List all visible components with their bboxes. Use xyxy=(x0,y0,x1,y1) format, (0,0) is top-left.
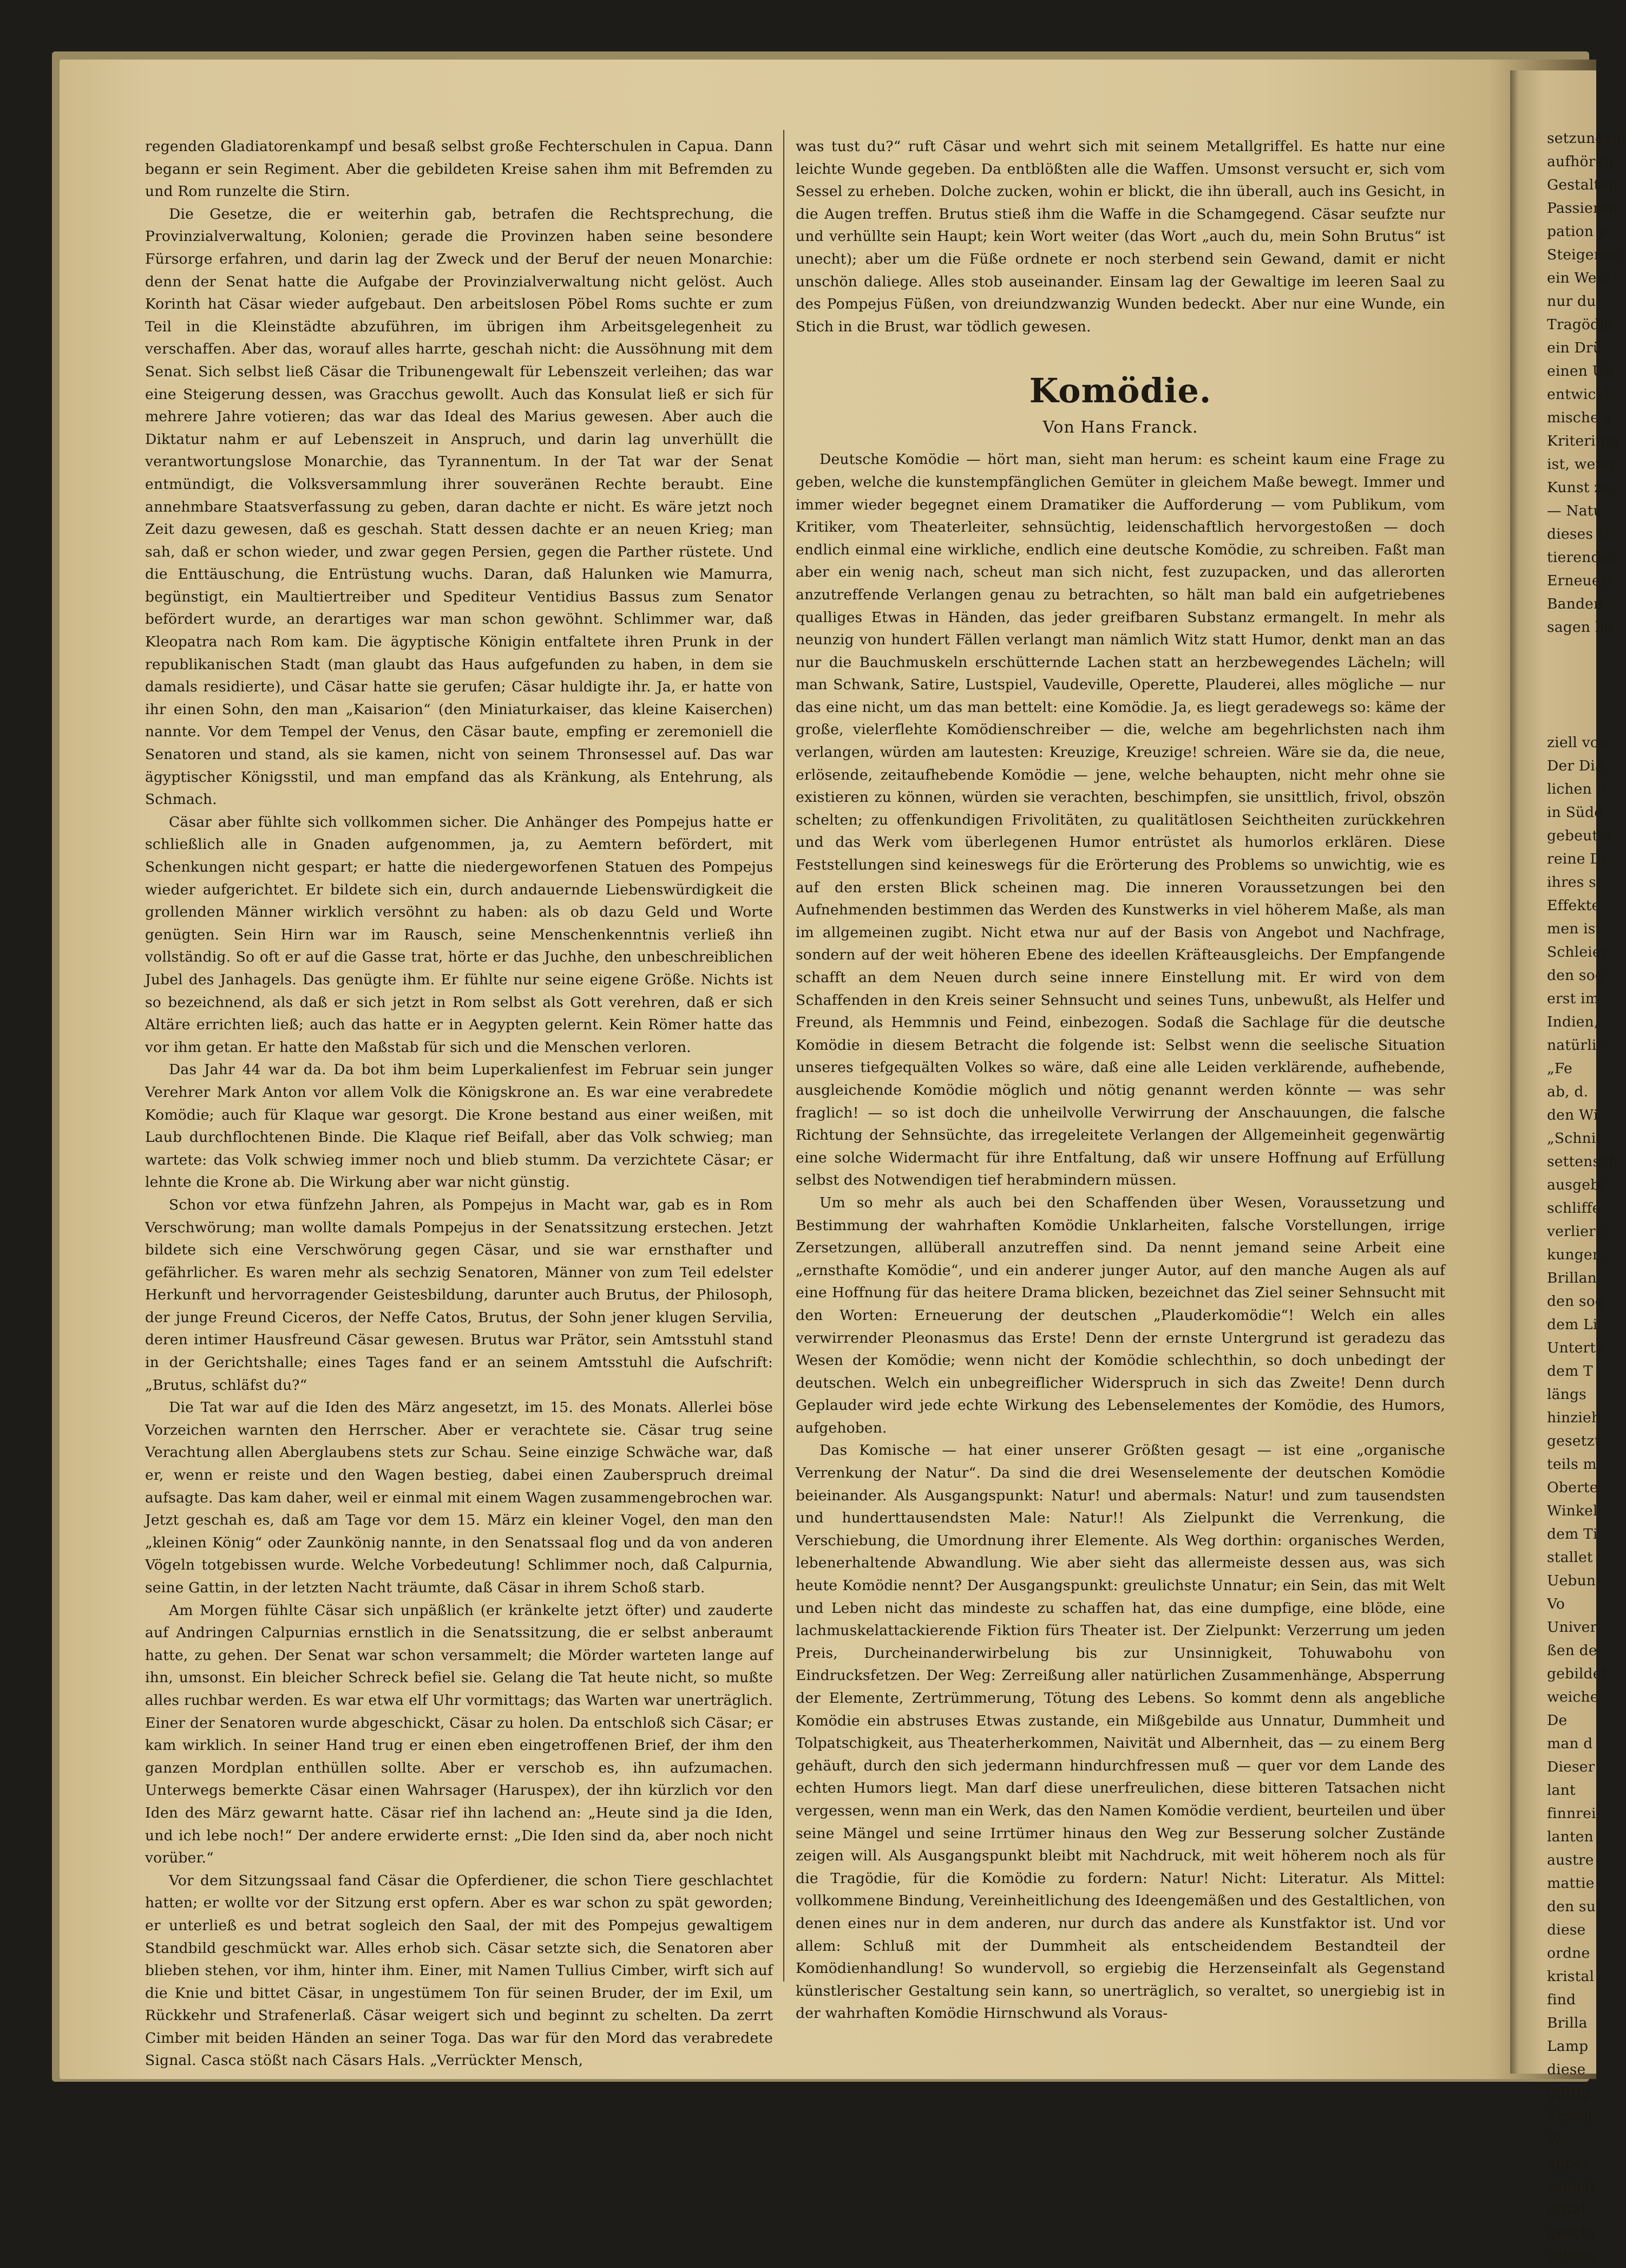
clipped-line: erhal xyxy=(1547,2201,1585,2218)
clipped-line: Vo xyxy=(1547,1596,1565,1612)
clipped-line: hinzieh xyxy=(1547,1409,1601,1426)
clipped-line: den su xyxy=(1547,1898,1596,1915)
clipped-line: dem Ti xyxy=(1547,1526,1598,1542)
column-divider xyxy=(783,130,784,1982)
clipped-line: settensch xyxy=(1547,1153,1618,1170)
clipped-line: entwickl xyxy=(1547,386,1610,403)
clipped-line: tierenden xyxy=(1547,549,1618,566)
clipped-line: Gestalten xyxy=(1547,177,1618,193)
article-paragraph: Cäsar aber fühlte sich vollkommen sicher. Die Anhänger des Pompejus hatte er schließlich alle in Gnaden aufgenommen, ja, zu Aemtern befördert, mit Schenkungen nicht gespart; er hatte die niedergeworfenen Statuen des Pompejus wieder aufgerichtet. Er bildete sich ein, durch andauernde Liebenswürdigkeit die grollenden Männer wirklich versöhnt zu haben: als ob dazu Geld und Worte genügten. Sein Hirn war im Rausch, seine Menschenkenntnis verließ ihn vollständig. So oft er auf die Gasse trat, hörte er das Juchhe, den unbeschreiblichen Jubel des Janhagels. Das genügte ihm. Er fühlte nur seine eigene Größe. Nichts ist so bezeichnend, als daß er sich jetzt in Rom selbst als Gott verehren, daß er sich Altäre errichten ließ; auch das hatte er in Aegypten gelernt. Kein Römer hatte das vor ihm getan. Er hatte den Maßstab für sich und die Menschen verloren. xyxy=(145,813,773,1056)
clipped-line: reine Di xyxy=(1547,851,1607,867)
clipped-line: natürlic xyxy=(1547,1037,1605,1054)
article-byline: Von Hans Franck. xyxy=(1043,418,1198,437)
article-paragraph: Deutsche Komödie — hört man, sieht man herum: es scheint kaum eine Frage zu geben, welche die kunstempfänglichen Gemüter in gleichem Maße bewegt. Immer und immer wieder begegnet einem Dramatiker die Aufforderung — vom Publikum, vom Kritiker, vom Theaterleiter, sehnsüchtig, leidenschaftlich hervorgestoßen — doch endlich einmal eine wirkliche, endlich eine deutsche Komödie, zu schreiben. Faßt man aber ein wenig nach, scheut man sich nicht, fest zuzupacken, und das allerorten anzutreffende Verlangen genau zu betrachten, so hält man bald ein aufgetriebenes qualliges Etwas in Händen, das jeder greifbaren Substanz ermangelt. In mehr als neunzig von hundert Fällen verlangt man nämlich Witz statt Humor, denkt man an das nur die Bauchmuskeln erschütternde Lachen statt an herzbewegendes Lächeln; will man Schwank, Satire, Lustspiel, Vaudeville, Operette, Plauderei, alles mögliche — nur das eine nicht, um das man bettelt: eine Komödie. Ja, es liegt geradewegs so: käme der große, vielerflehte Komödienschreiber — die, welche am begehrlichsten nach ihm verlangen, würden am lautesten: Kreuzige, Kreuzige! schreien. Wäre sie da, die neue, erlösende, zeitaufhebende Komödie — jene, welche behaupten, nicht mehr ohne sie existieren zu können, würden sie verachten, beschimpfen, sie unsittlich, frivol, obszön schelten; zu offenkundigen Frivolitäten, zu qualitätlosen Seichtheiten zurückkehren und das Werk vom überlegenen Humor entrüstet als humorlos erklären. Diese Feststellungen sind keineswegs für die Erörterung des Problems so unwichtig, wie es auf den ersten Blick scheinen mag. Die inneren Voraussetzungen bei den Aufnehmenden bestimmen das Werden des Kunstwerks in viel höherem Maße, als man im allgemeinen zugibt. Nicht etwa nur auf der Basis von Angebot und Nachfrage, sondern auf der weit höheren Ebene des ideellen Kräfteausgleichs. Der Empfangende schafft an dem Neuen durch seine innere Einstellung mit. Er wird von dem Schaffenden in den Kreis seiner Sehnsucht und seines Tuns, unbewußt, als Helfer und Freund, als Hemmnis und Feind, einbezogen. Sodaß die Sachlage für die deutsche Komödie in diesem Betracht die folgende ist: Selbst wenn die seelische Situation unseres tiefgequälten Volkes so wäre, daß eine alle Leiden verklärende, aufhebende, ausgleichende Komödie möglich und nötig genannt werden könnte — was sehr fraglich! — so ist doch die unheilvolle Verwirrung der Anschauungen, die falsche Richtung der Sehnsüchte, das irregeleitete Verlangen der Allgemeinheit gegenwärtig eine solche Widermacht für ihre Entfaltung, daß wir unsere Hoffnung auf Erfüllung selbst des Notwendigen tief herabmindern müssen. xyxy=(796,451,1445,1189)
article-headline: Komödie. xyxy=(1029,371,1212,411)
clipped-line: ein Drü xyxy=(1547,339,1603,356)
clipped-line: man d xyxy=(1547,1735,1593,1752)
clipped-line: kungen, xyxy=(1547,1246,1607,1263)
clipped-line: dem Li xyxy=(1547,1316,1598,1333)
clipped-line: — Natu xyxy=(1547,502,1603,519)
clipped-lines-top xyxy=(1547,127,1626,639)
clipped-line: ordne xyxy=(1547,1945,1590,1962)
clipped-line: ausgebi xyxy=(1547,1177,1604,1193)
article-paragraph: Die Tat war auf die Iden des März angesetzt, im 15. des Monats. Allerlei böse Vorzeichen warnten den Herrscher. Aber er verachtete sie. Cäsar trug seine Verachtung allen Aberglaubens stets zur Schau. Seine einzige Schwäche war, daß er, wenn er reiste und den Wagen bestieg, dabei einen Zauberspruch dreimal aufsagte. Das kam daher, weil er einmal mit einem Wagen zusammengebrochen war. Jetzt geschah es, daß am Tage vor dem 15. März ein kleiner Vogel, den man den „kleinen König“ oder Zaunkönig nannte, in den Senatssaal flog und da von anderen Vögeln totgebissen wurde. Welche Vorbedeutung! Schlimmer noch, daß Calpurnia, seine Gattin, in der letzten Nacht träumte, daß Cäsar in ihrem Schoß starb. xyxy=(145,1399,773,1596)
clipped-line: gebeutet xyxy=(1547,827,1612,844)
clipped-line: Dieser xyxy=(1547,1759,1595,1775)
clipped-line: pation v xyxy=(1547,223,1607,240)
clipped-line: den sog xyxy=(1547,1293,1605,1310)
clipped-line: stallet xyxy=(1547,1549,1593,1566)
clipped-line: dem T xyxy=(1547,1363,1593,1380)
article-paragraph: Das Komische — hat einer unserer Größten gesagt — ist eine „organische Verrenkung der Natur“. Da sind die drei Wesenselemente der deutschen Komödie beieinander. Als Ausgangspunkt: Natur! und abermals: Natur! und zum tausendsten und hunderttausendsten Male: Natur!! Als Zielpunkt die Verrenkung, die Verschiebung, die Umordnung ihrer Elemente. Als Weg dorthin: organisches Werden, lebenerhaltende Abwandlung. Wie aber sieht das allermeiste dessen aus, was sich heute Komödie nennt? Der Ausgangspunkt: greulichste Unnatur; ein Sein, das mit Welt und Leben nicht das mindeste zu schaffen hat, das eine dumpfige, eine blöde, eine lachmuskelattackierende Fiktion fürs Theater ist. Der Zielpunkt: Verzerrung um jeden Preis, Durcheinanderwirbelung bis zur Unsinnigkeit, Tohuwabohu von Eindrucksfetzen. Der Weg: Zerreißung aller natürlichen Zusammenhänge, Absperrung der Elemente, Zertrümmerung, Tötung des Lebens. So kommt denn als angebliche Komödie ein abstruses Etwas zustande, ein Mißgebilde aus Unnatur, Dummheit und Tolpatschigkeit, aus Theaterherkommen, Naivität und Albernheit, das — zu einem Berg gehäuft, durch den sich jedermann hindurchfressen muß — quer vor dem Lande des echten Humors liegt. Man darf diese unerfreulichen, diese bitteren Tatsachen nicht vergessen, wenn man ein Werk, das den Namen Komödie verdient, beurteilen und über seine Mängel und seine Irrtümer hinaus den Weg zur Besserung solcher Zustände zeigen will. Als Ausgangspunkt bleibt mit Nachdruck, mit weit höherem noch als für die Tragödie, für die Komödie zu fordern: Natur! Nicht: Literatur. Als Mittel: vollkommene Bindung, Vereinheitlichung des Ideengemäßen und des Gestaltlichen, von denen eines nur in dem anderen, nur durch das andere als Kunstfaktor ist. Und vor allem: Schluß mit der Dummheit als entscheidendem Bestandteil der Komödienhandlung! So wundervoll, so ergiebig die Herzenseinfalt als Gegenstand künstlerischer Gestaltung sein kann, so unerträglich, so veraltet, so unergiebig ist in der wahrhaften Komödie Hirnschwund als Voraus- xyxy=(796,1442,1445,2022)
clipped-line: ab, d. xyxy=(1547,1083,1589,1100)
clipped-line: erst im xyxy=(1547,990,1599,1007)
left-article-column xyxy=(145,135,773,2072)
middle-article-column xyxy=(796,135,1445,2025)
clipped-line: geschi xyxy=(1547,2224,1595,2241)
clipped-line: den sog xyxy=(1547,967,1605,984)
clipped-line: schliffe xyxy=(1547,1200,1601,1217)
article-paragraph: Die Gesetze, die er weiterhin gab, betrafen die Rechtsprechung, die Provinzialverwaltung, Kolonien; gerade die Provinzen haben seine besondere Fürsorge erfahren, und darin lag der Zweck und der Beruf der neuen Monarchie: denn der Senat hatte die Aufgabe der Provinzialverwaltung nicht gelöst. Auch Korinth hat Cäsar wieder aufgebaut. Den arbeitslosen Pöbel Roms suchte er zum Teil in die Kleinstädte abzuführen, im übrigen ihm Arbeitsgelegenheit zu verschaffen. Aber das, worauf alles harrte, geschah nicht: die Aussöhnung mit dem Senat. Sich selbst ließ Cäsar die Tribunengewalt für Lebenszeit verleihen; das war eine Steigerung dessen, was Gracchus gewollt. Auch das Konsulat ließ er sich für mehrere Jahre votieren; das war das Ideal des Marius gewesen. Aber auch die Diktatur nahm er auf Lebenszeit in Anspruch, und darin lag unverhüllt die verantwortungslose Monarchie, das Tyrannentum. In der Tat war der Senat entmündigt, die Volksversammlung ihrer souveränen Rechte beraubt. Eine annehmbare Staatsverfassung zu geben, daran dachte er nicht. Es wäre jetzt noch Zeit dazu gewesen, daß es geschah. Statt dessen dachte er an neuen Krieg; man sah, daß er schon wieder, und zwar gegen Persien, gegen die Parther rüstete. Und die Enttäuschung, die Entrüstung wuchs. Daran, daß Halunken wie Mamurra, begünstigt, ein Maultiertreiber und Spediteur Ventidius Bassus zum Senator befördert wurde, an derartiges war man schon gewöhnt. Schlimmer war, daß Kleopatra nach Rom kam. Die ägyptische Königin entfaltete ihren Prunk in der republikanischen Stadt (man glaubt das Haus aufgefunden zu haben, in dem sie damals residierte), und Cäsar hatte sie gerufen; Cäsar huldigte ihr. Ja, er hatte von ihr einen Sohn, den man „Kaisarion“ (den Miniaturkaiser, das kleine Kaiserchen) nannte. Vor dem Tempel der Venus, den Cäsar baute, empfing er zeremoniell die Senatoren und stand, als sie kamen, nicht von seinem Thronsessel auf. Das war ägyptischer Königsstil, und man empfand das als Kränkung, als Entehrung, als Schmach. xyxy=(145,205,773,808)
clipped-line: mische s xyxy=(1547,409,1611,426)
clipped-line: den Wi xyxy=(1547,1107,1598,1123)
article-paragraph: Vor dem Sitzungssaal fand Cäsar die Opferdiener, die schon Tiere geschlachtet hatten; er wollte vor der Sitzung erst opfern. Aber es war schon zu spät geworden; er unterließ es und betrat sogleich den Saal, der mit des Pompejus gewaltigem Standbild geschmückt war. Alles erhob sich. Cäsar setzte sich, die Senatoren aber blieben stehen, vor ihm, hinter ihm. Einer, mit Namen Tullius Cimber, wirft sich auf die Knie und bittet Cäsar, in ungestümem Ton für seinen Bruder, der im Exil, um Rückkehr und Strafenerlaß. Cäsar weigert sich und beginnt zu schelten. Da zerrt Cimber mit beiden Händen an seiner Toga. Das war für den Mord das verabredete Signal. Casca stößt nach Cäsars Hals. „Verrückter Mensch, xyxy=(145,1872,773,2069)
clipped-line: Uebun xyxy=(1547,1572,1596,1589)
clipped-line: Steigerun xyxy=(1547,246,1620,263)
article-paragraph: Das Jahr 44 war da. Da bot ihm beim Luperkalienfest im Februar sein junger Verehrer Mark Anton vor allem Volk die Königskrone an. Es war eine verabredete Komödie; auch für Klaque war gesorgt. Die Krone bestand aus einer weißen, mit Laub durchflochtenen Binde. Die Klaque rief Beifall, aber das Volk schwieg; man wartete: das Volk schwieg immer noch und blieb stumm. Da verzichtete Cäsar; er lehnte die Krone ab. Die Wirkung aber war nicht günstig. xyxy=(145,1061,773,1191)
clipped-line: ein Weni xyxy=(1547,270,1611,286)
clipped-line: ihres st xyxy=(1547,874,1602,891)
article-paragraph: Um so mehr als auch bei den Schaffenden über Wesen, Voraussetzung und Bestimmung der wahrhaften Komödie Unklarheiten, falsche Vorstellungen, irrige Zersetzungen, allüberall anzutreffen sind. Da nennt jemand seine Arbeit eine „ernsthafte Komödie“, und ein anderer junger Autor, auf den manche Augen als auf eine Hoffnung für das heitere Drama blicken, bezeichnet das Ziel seiner Sehnsucht mit den Worten: Erneuerung der deutschen „Plauderkomödie“! Welch ein alles verwirrender Pleonasmus das Erste! Denn der ernste Untergrund ist geradezu das Wesen der Komödie; wenn nicht der Komödie schlechthin, so doch unbedingt der deutschen. Welch ein unbegreiflicher Widerspruch in sich das Zweite! Denn durch Geplauder wird jede echte Wirkung des Lebenselementes der Komödie, des Humors, aufgehoben. xyxy=(796,1194,1445,1436)
clipped-line: appar xyxy=(1547,2154,1590,2171)
clipped-line: teils m xyxy=(1547,1456,1597,1473)
clipped-right-column xyxy=(1547,127,1626,2268)
clipped-line: kristal xyxy=(1547,1968,1595,1985)
clipped-line: verliere xyxy=(1547,1223,1604,1240)
clipped-line: men ist xyxy=(1547,920,1602,937)
clipped-line: ist, wenn xyxy=(1547,456,1614,473)
clipped-line: Passieren xyxy=(1547,200,1618,217)
clipped-line: mattie xyxy=(1547,1875,1595,1892)
clipped-line: Banden xyxy=(1547,596,1603,612)
clipped-line: Univer xyxy=(1547,1619,1597,1636)
article-paragraph: Am Morgen fühlte Cäsar sich unpäßlich (er kränkelte jetzt öfter) und zauderte auf Andringen Calpurnias ernstlich in die Senatssitzung, die er selbst anberaumt hatte, zu gehen. Der Senat war schon versammelt; die Mörder warteten lange auf ihn, umsonst. Ein bleicher Schreck befiel sie. Gelang die Tat heute nicht, so mußte alles ruchbar werden. Es war etwa elf Uhr vormittags; das Warten war unerträglich. Einer der Senatoren wurde abgeschickt, Cäsar zu holen. Da entschloß sich Cäsar; er kam wirklich. In seiner Hand trug er einen eben eingetroffenen Brief, der ihm den ganzen Mordplan enthüllen sollte. Aber er verschob es, ihn aufzumachen. Unterwegs bemerkte Cäsar einen Wahrsager (Haruspex), der ihn kürzlich vor den Iden des März gewarnt hatte. Cäsar rief ihn lachend an: „Heute sind ja die Iden, und ich lebe noch!“ Der andere erwiderte ernst: „Die Iden sind da, aber noch nicht vorüber.“ xyxy=(145,1602,773,1867)
clipped-line: in Südo xyxy=(1547,804,1603,821)
clipped-lines-bottom xyxy=(1547,731,1618,2268)
clipped-line: W xyxy=(1547,2131,1562,2148)
clipped-line: lichen F xyxy=(1547,781,1607,798)
clipped-line: Brilla xyxy=(1547,2015,1588,2031)
clipped-line: Erneueri xyxy=(1547,572,1612,589)
clipped-line: Kunst zu xyxy=(1547,479,1611,496)
clipped-line: lanten xyxy=(1547,1828,1594,1845)
article-paragraph: regenden Gladiatorenkampf und besaß selbst große Fechterschulen in Capua. Dann begann er sein Regiment. Aber die gebildeten Kreise sahen ihm mit Befremden zu und Rom runzelte die Stirn. xyxy=(145,138,773,200)
clipped-line: Der Dia xyxy=(1547,757,1604,774)
clipped-line: sagen ho xyxy=(1547,619,1614,636)
article-paragraph: Schon vor etwa fünfzehn Jahren, als Pompejus in Macht war, gab es in Rom Verschwörung; man wollte damals Pompejus in der Senatssitzung erstechen. Jetzt bildete sich eine Verschwörung gegen Cäsar, und sie war ernsthafter und gefährlicher. Es waren mehr als sechzig Senatoren, Männer von zum Teil edelster Herkunft und hervorragender Geistesbildung, darunter auch Brutus, der Philosoph, der junge Freund Ciceros, der Neffe Catos, Brutus, der Sohn jener klugen Servilia, deren intimer Hausfreund Cäsar gewesen. Brutus war Prätor, sein Amtsstuhl stand in der Gerichtshalle; eines Tages fand er an seinem Amtsstuhl die Aufschrift: „Brutus, schläfst du?“ xyxy=(145,1196,773,1394)
clipped-line: setzungsm xyxy=(1547,130,1626,147)
clipped-line: gebildet xyxy=(1547,1665,1608,1682)
clipped-line: Lamp xyxy=(1547,2038,1589,2055)
clipped-line: „Schnit xyxy=(1547,1130,1602,1147)
clipped-line: Ecken xyxy=(1547,2108,1592,2125)
clipped-line: Unterte xyxy=(1547,1339,1605,1356)
clipped-line: diese xyxy=(1547,2061,1586,2078)
clipped-line: dieses G xyxy=(1547,526,1610,543)
clipped-line: längs xyxy=(1547,1386,1586,1403)
column-gap xyxy=(1547,639,1596,731)
clipped-line: Effekte xyxy=(1547,897,1601,914)
clipped-line: ßen de xyxy=(1547,1642,1597,1659)
clipped-line: schmu xyxy=(1547,2247,1595,2264)
clipped-line: „Fe xyxy=(1547,1060,1572,1077)
clipped-line: Indien, xyxy=(1547,1014,1599,1030)
clipped-line: weiche xyxy=(1547,1689,1599,1705)
clipped-line: einen Un xyxy=(1547,363,1614,380)
clipped-line: aufhören xyxy=(1547,153,1614,170)
clipped-line: gesetzt. xyxy=(1547,1433,1605,1449)
clipped-line: austre xyxy=(1547,1852,1594,1868)
clipped-line: ziell von xyxy=(1547,734,1609,751)
clipped-line: Schleier xyxy=(1547,944,1608,960)
clipped-line: find xyxy=(1547,1991,1576,2008)
clipped-line: Brillan xyxy=(1547,1270,1597,1286)
clipped-line: Kriterium xyxy=(1547,433,1619,449)
clipped-line: gültig xyxy=(1547,2084,1590,2101)
clipped-line: finnrei xyxy=(1547,1805,1596,1822)
clipped-line: Winkel xyxy=(1547,1502,1598,1519)
clipped-line: schied xyxy=(1547,2178,1595,2194)
clipped-line: Tragödie xyxy=(1547,316,1613,333)
clipped-line: lant xyxy=(1547,1782,1576,1799)
clipped-line: nur du xyxy=(1547,293,1596,310)
clipped-line: diese xyxy=(1547,1921,1586,1938)
clipped-line: Oberte xyxy=(1547,1479,1598,1496)
article-paragraph: was tust du?“ ruft Cäsar und wehrt sich mit seinem Metallgriffel. Es hatte nur eine leichte Wunde gegeben. Da entblößten alle die Waffen. Umsonst versucht er, sich vom Sessel zu erheben. Dolche zucken, wohin er blickt, die ihn überall, auch ins Gesicht, in die Augen treffen. Brutus stieß ihm die Waffe in die Schamgegend. Cäsar seufzte nur und verhüllte sein Haupt; kein Wort weiter (das Wort „auch du, mein Sohn Brutus“ ist unecht); aber um die Füße ordnete er noch sterbend sein Gewand, damit er nicht unschön daliege. Alles stob auseinander. Einsam lag der Gewaltige im leeren Saal zu des Pompejus Füßen, von dreiundzwanzig Wunden bedeckt. Aber nur eine Wunde, ein Stich in die Brust, war tödlich gewesen. xyxy=(796,138,1445,335)
clipped-line: De xyxy=(1547,1712,1568,1729)
